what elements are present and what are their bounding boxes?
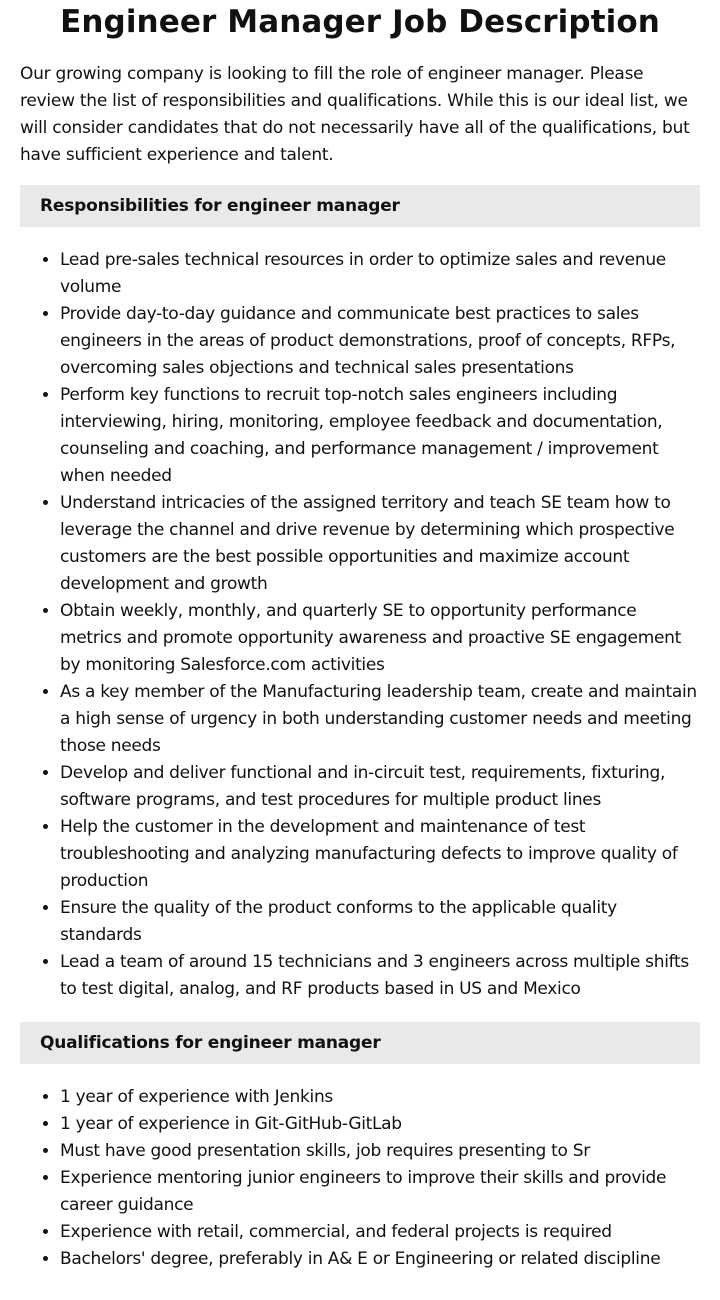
intro-paragraph: Our growing company is looking to fill the role of engineer manager. Please review the list of responsibilities and qualifications. While this is our ideal list, we will consider candidates that do not necessarily have all of the qualifications, but have sufficient experience and talent. (20, 64, 690, 165)
responsibility-item: • Ensure the quality of the product conforms to the applicable quality standards (60, 895, 700, 949)
qualification-item: • 1 year of experience in Git-GitHub-GitLab (60, 1111, 700, 1138)
qualification-item: • Experience with retail, commercial, and federal projects is required (60, 1219, 700, 1246)
responsibility-item: • Lead a team of around 15 technicians and 3 engineers across multiple shifts to test digital, analog, and RF products based in US and Mexico (60, 949, 700, 1003)
qualifications-heading: Qualifications for engineer manager (20, 1022, 700, 1064)
responsibility-item: • As a key member of the Manufacturing leadership team, create and maintain a high sense of urgency in both understanding customer needs and meeting those needs (60, 679, 700, 760)
responsibility-item: • Understand intricacies of the assigned territory and teach SE team how to leverage the channel and drive revenue by determining which prospective customers are the best possible opportunities and maximize account development and growth (60, 490, 700, 598)
responsibility-item: • Perform key functions to recruit top-notch sales engineers including interviewing, hiring, monitoring, employee feedback and documentation, counseling and coaching, and performance management / improvement when needed (60, 382, 700, 490)
responsibility-item: • Develop and deliver functional and in-circuit test, requirements, fixturing, software programs, and test procedures for multiple product lines (60, 760, 700, 814)
qualification-item: • Experience mentoring junior engineers to improve their skills and provide career guidance (60, 1165, 700, 1219)
qualification-item: • 1 year of experience with Jenkins (60, 1084, 700, 1111)
responsibilities-list (20, 247, 700, 1003)
page-title: Engineer Manager Job Description (60, 4, 660, 40)
responsibility-item: • Help the customer in the development and maintenance of test troubleshooting and analyzing manufacturing defects to improve quality of production (60, 814, 700, 895)
responsibilities-heading: Responsibilities for engineer manager (20, 185, 700, 227)
responsibility-item: • Provide day-to-day guidance and communicate best practices to sales engineers in the areas of product demonstrations, proof of concepts, RFPs, overcoming sales objections and technical sales presentations (60, 301, 700, 382)
qualification-item: • Bachelors' degree, preferably in A& E or Engineering or related discipline (60, 1246, 700, 1273)
qualifications-list (20, 1084, 700, 1273)
qualification-item: • Must have good presentation skills, job requires presenting to Sr (60, 1138, 700, 1165)
responsibility-item: • Obtain weekly, monthly, and quarterly SE to opportunity performance metrics and promote opportunity awareness and proactive SE engagement by monitoring Salesforce.com activities (60, 598, 700, 679)
responsibility-item: • Lead pre-sales technical resources in order to optimize sales and revenue volume (60, 247, 700, 301)
